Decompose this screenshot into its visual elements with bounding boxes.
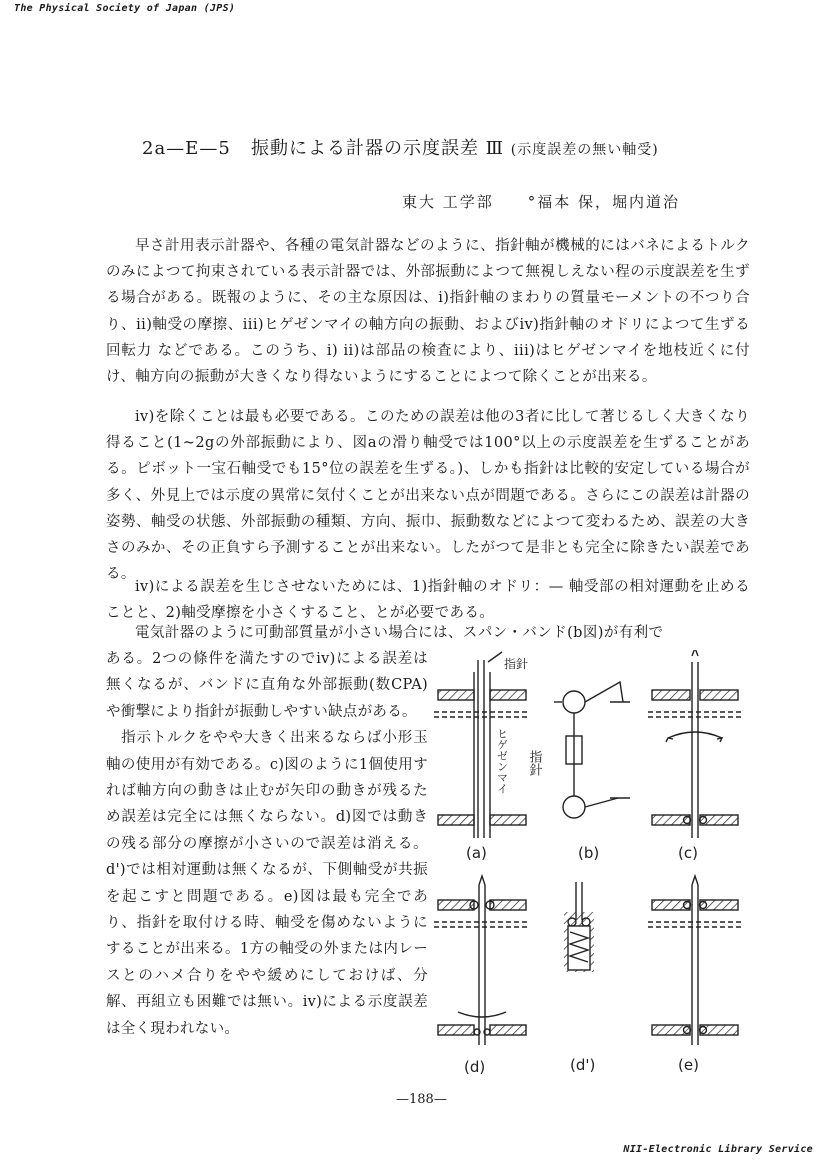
journal-header: The Physical Society of Japan (JPS): [14, 3, 236, 14]
title-main: 振動による計器の示度誤差 Ⅲ: [250, 138, 505, 159]
paragraph-1: 早さ計用表示計器や、各種の電気計器などのように、指針軸が機械的にはバネによるトルクのみによつて拘束されている表示計器では、外部振動によつて無視しえない程の示度誤差を生ずる場合がある。既報のように、その主な原因は、i)指針軸のまわりの質量モーメントの不つり合り、ii)軸受の摩擦、iii)ヒゲゼンマイの軸方向の振動、およびiv)指針軸のオドリによつて生ずる回転力 などである。このうち、i) ii)は部品の検査により、iii)はヒゲゼンマイを地枝近くに付け、軸方向の振動が大きくなり得ないようにすることによつて除くことが出来る。: [106, 238, 750, 386]
label-d-prime: (d'): [570, 1056, 596, 1074]
pointer-label: 指針: [504, 657, 529, 671]
paragraph-3: iv)による誤差を生じさせないためには、1)指針軸のオドリ：— 軸受部の相対運動を止めることと、2)軸受摩擦を小さくすること、とが必要である。: [106, 579, 750, 622]
paragraph-5: 指示トルクをやや大きく出来るならば小形玉軸の使用が有効である。c)図のように1個使用すれば軸方向の動きは止むが矢印の動きが残るため誤差は完全には無くならない。d)図では動きの残る部分の摩擦が小さいので誤差は消える。d')では相対運動は無くなるが、下側軸受が共振を起こすと問題である。e)図は最も完全であり、指針を取付ける時、軸受を傷めないようにすることが出来る。1方の軸受の外または内レースとのハメ合りをやや緩めにしておけば、分解、再組立も困難では無い。iv)による示度誤差は全く現われない。: [106, 730, 428, 1037]
figure-e: [648, 876, 742, 1045]
pointer-label-b: 指針: [526, 750, 542, 776]
title-subtitle: (示度誤差の無い軸受): [510, 142, 659, 158]
author-affiliation: 東大 工学部 °福本 保，堀内道治: [402, 193, 681, 211]
label-d: (d): [464, 1058, 486, 1076]
footer-service: NII-Electronic Library Service: [623, 1144, 813, 1155]
figure-a: [434, 652, 530, 838]
paper-title: [142, 134, 659, 160]
paper-id: 2a—E—5: [142, 138, 231, 159]
paragraph-4-lead: 電気計器のように可動部質量が小さい場合には、スパン・バンド(b図)が有利で: [135, 625, 664, 641]
hairspring-label: ヒゲゼンマイ: [495, 728, 509, 794]
figure-d-prime: [564, 882, 594, 972]
label-e: (e): [678, 1056, 699, 1074]
label-c: (c): [678, 844, 698, 862]
figure-c: [648, 650, 742, 838]
bearing-figure: [430, 650, 750, 1080]
paragraph-2: iv)を除くことは最も必要である。このための誤差は他の3者に比して著じるしく大きくなり得ること(1~2gの外部振動により、図aの滑り軸受では100°以上の示度誤差を生ずることがある。ピボット一宝石軸受でも15°位の誤差を生ずる。)、しかも指針は比較的安定している場合が多く、外見上では示度の異常に気付くことが出来ない点が問題である。さらにこの誤差は計器の姿勢、軸受の状態、外部振動の種類、方向、振巾、振動数などによつて変わるため、誤差の大きさのみか、その正負すら予測することが出来ない。したがつて是非とも完全に除きたい誤差である。: [106, 409, 750, 583]
paragraph-4-body: ある。2つの條件を満たすのでiv)による誤差は無くなるが、バンドに直角な外部振動(数CPA)や衝撃により指針が振動しやすい缺点がある。: [106, 651, 428, 720]
figure-d: [434, 876, 530, 1045]
label-b: (b): [578, 844, 600, 862]
left-column-text: [106, 646, 428, 1042]
page-number: —188—: [396, 1092, 447, 1107]
label-a: (a): [466, 844, 487, 862]
figure-b: [554, 682, 630, 818]
